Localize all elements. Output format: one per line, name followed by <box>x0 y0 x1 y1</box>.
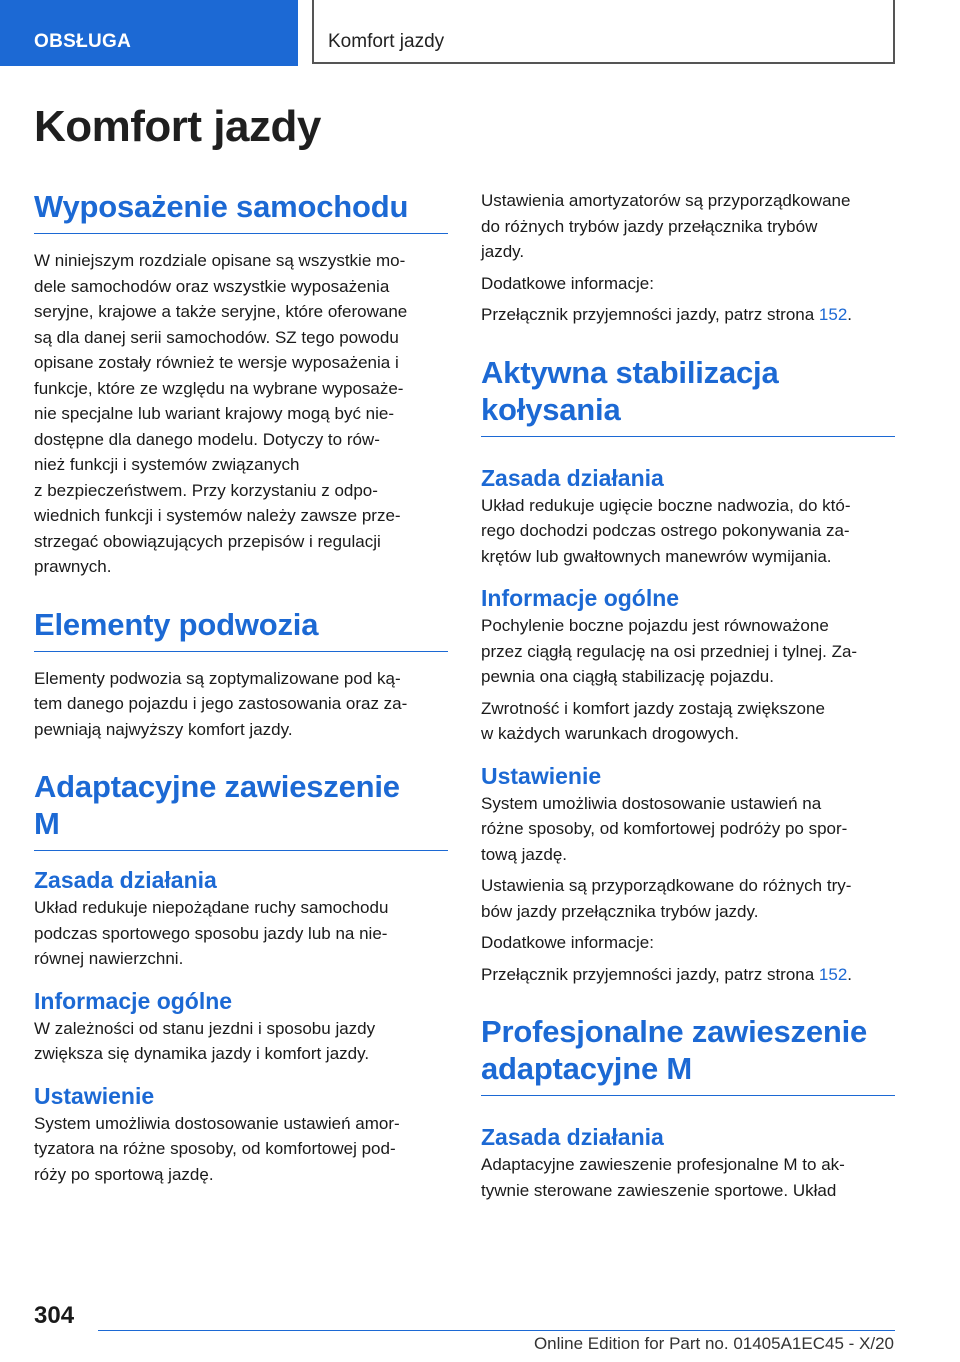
paragraph-setting-2 <box>481 873 895 924</box>
reference-text: Przełącznik przyjemności jazdy, patrz strona <box>481 964 819 984</box>
reference-line <box>481 962 895 988</box>
paragraph-equipment <box>34 248 448 580</box>
text-line: System umożliwia dostosowanie ustawień na <box>481 793 822 813</box>
heading-line: adaptacyjne M <box>481 1051 693 1086</box>
text-line: prawnych. <box>34 557 112 576</box>
text-line: dostępne dla danego modelu. Dotyczy to rów- <box>34 429 380 449</box>
paragraph-setting <box>481 791 895 868</box>
text-line: pewniają najwyższy komfort jazdy. <box>34 719 293 739</box>
punctuation: . <box>847 305 853 324</box>
text-line: tywnie sterowane zawieszenie sportowe. Układ <box>481 1180 837 1200</box>
heading-line: Adaptacyjne zawieszenie <box>34 769 400 804</box>
paragraph-principle <box>481 1152 895 1203</box>
subheading-principle: Zasada działania <box>34 867 217 893</box>
text-line: Układ redukuje niepożądane ruchy samochodu <box>34 898 389 917</box>
section-tab: OBSŁUGA <box>0 0 298 66</box>
text-line: tem danego pojazdu i jego zastosowania oraz za- <box>34 694 408 713</box>
edition-note: Online Edition for Part no. 01405A1EC45 - X/20 <box>533 1334 894 1353</box>
paragraph-chassis <box>34 666 448 743</box>
text-line: opisane zostały również te wersje wyposażenia i <box>34 353 399 372</box>
text-line: jazdy. <box>481 242 525 261</box>
paragraph-info-2 <box>481 696 895 747</box>
left-column <box>34 188 448 1187</box>
heading-chassis: Elementy podwozia <box>34 606 448 652</box>
text-line: róży po sportową jazdę. <box>34 1164 214 1184</box>
text-line: do różnych trybów jazdy przełącznika trybów <box>481 216 818 236</box>
right-column <box>481 188 895 1203</box>
text-line: są dla danej serii samochodów. SZ tego powodu <box>34 327 399 347</box>
text-line: Adaptacyjne zawieszenie profesjonalne M to ak- <box>481 1155 845 1174</box>
text-line: Pochylenie boczne pojazdu jest równoważone <box>481 616 829 635</box>
text-line: z bezpieczeństwem. Przy korzystaniu z odpo- <box>34 480 378 500</box>
heading-active-roll-stabilization <box>481 354 895 437</box>
text-line: rego dochodzi podczas ostrego pokonywania za- <box>481 521 850 540</box>
text-line: przez ciągłą regulację na osi przedniej i tylnej. Za- <box>481 641 858 661</box>
page-number: 304 <box>34 1302 75 1329</box>
heading-line: M <box>34 806 60 841</box>
reference-text: Przełącznik przyjemności jazdy, patrz strona <box>481 305 819 324</box>
paragraph-continued <box>481 188 895 265</box>
page-title: Komfort jazdy <box>34 102 321 151</box>
text-line: pewnia ona ciągłą stabilizację pojazdu. <box>481 667 774 686</box>
more-info-label: Dodatkowe informacje: <box>481 273 654 293</box>
text-line: bów jazdy przełącznika trybów jazdy. <box>481 901 759 921</box>
more-info-label: Dodatkowe informacje: <box>481 933 654 952</box>
text-line: podczas sportowego sposobu jazdy lub na nie- <box>34 923 388 943</box>
text-line: Układ redukuje ugięcie boczne nadwozia, do któ- <box>481 495 851 515</box>
text-line: zwiększa się dynamika jazdy i komfort jazdy. <box>34 1044 370 1063</box>
text-line: nie specjalne lub wariant krajowy mogą być nie- <box>34 404 395 423</box>
subheading-setting: Ustawienie <box>34 1082 155 1109</box>
text-line: różne sposoby, od komfortowej podróży po spor- <box>481 819 848 838</box>
heading-equipment: Wyposażenie samochodu <box>34 188 448 234</box>
paragraph-principle <box>34 895 448 972</box>
text-line: nież funkcji i systemów związanych <box>34 455 300 474</box>
heading-professional-adaptive-suspension <box>481 1013 895 1096</box>
text-line: seryjne, krajowe a także seryjne, które oferowane <box>34 302 408 321</box>
text-line: funkcje, które ze względu na wybrane wyposaże- <box>34 378 404 398</box>
text-line: w każdych warunkach drogowych. <box>481 724 739 743</box>
page-link[interactable]: 152 <box>818 964 848 984</box>
text-line: tową jazdę. <box>481 844 567 864</box>
punctuation: . <box>847 964 853 984</box>
subheading-info: Informacje ogólne <box>34 987 233 1014</box>
footer-divider <box>98 1330 895 1331</box>
text-line: W zależności od stanu jezdni i sposobu jazdy <box>34 1018 376 1038</box>
page-link[interactable]: 152 <box>818 305 848 324</box>
text-line: Zwrotność i komfort jazdy zostają zwiększone <box>481 698 825 718</box>
paragraph-setting <box>34 1111 448 1188</box>
text-line: tyzatora na różne sposoby, od komfortowej pod- <box>34 1139 396 1158</box>
text-line: równej nawierzchni. <box>34 949 184 968</box>
text-line: Ustawienia amortyzatorów są przyporządkowane <box>481 191 851 210</box>
text-line: strzegać obowiązujących przepisów i regulacji <box>34 531 381 551</box>
heading-line: kołysania <box>481 391 621 427</box>
subheading-info: Informacje ogólne <box>481 585 680 611</box>
text-line: W niniejszym rozdziale opisane są wszystkie mo- <box>34 251 406 270</box>
subheading-principle: Zasada działania <box>481 464 664 491</box>
reference-line <box>481 302 895 328</box>
subheading-setting: Ustawienie <box>481 762 602 789</box>
paragraph-principle <box>481 493 895 570</box>
chapter-tab: Komfort jazdy <box>312 0 895 64</box>
text-line: krętów lub gwałtownych manewrów wymijania. <box>481 546 832 566</box>
text-line: Ustawienia są przyporządkowane do różnych try- <box>481 876 852 895</box>
text-line: Elementy podwozia są zoptymalizowane pod ką- <box>34 668 401 688</box>
heading-line: Profesjonalne zawieszenie <box>481 1014 868 1049</box>
text-line: wiednich funkcji i systemów należy zawsze prze- <box>34 506 401 525</box>
subheading-principle: Zasada działania <box>481 1124 664 1150</box>
heading-adaptive-suspension <box>34 768 448 851</box>
paragraph-info <box>34 1016 448 1067</box>
heading-line: Aktywna stabilizacja <box>481 354 779 390</box>
paragraph-info <box>481 613 895 690</box>
page-header <box>0 0 960 66</box>
text-line: dele samochodów oraz wszystkie wyposażenia <box>34 276 390 296</box>
text-line: System umożliwia dostosowanie ustawień amor- <box>34 1113 400 1133</box>
